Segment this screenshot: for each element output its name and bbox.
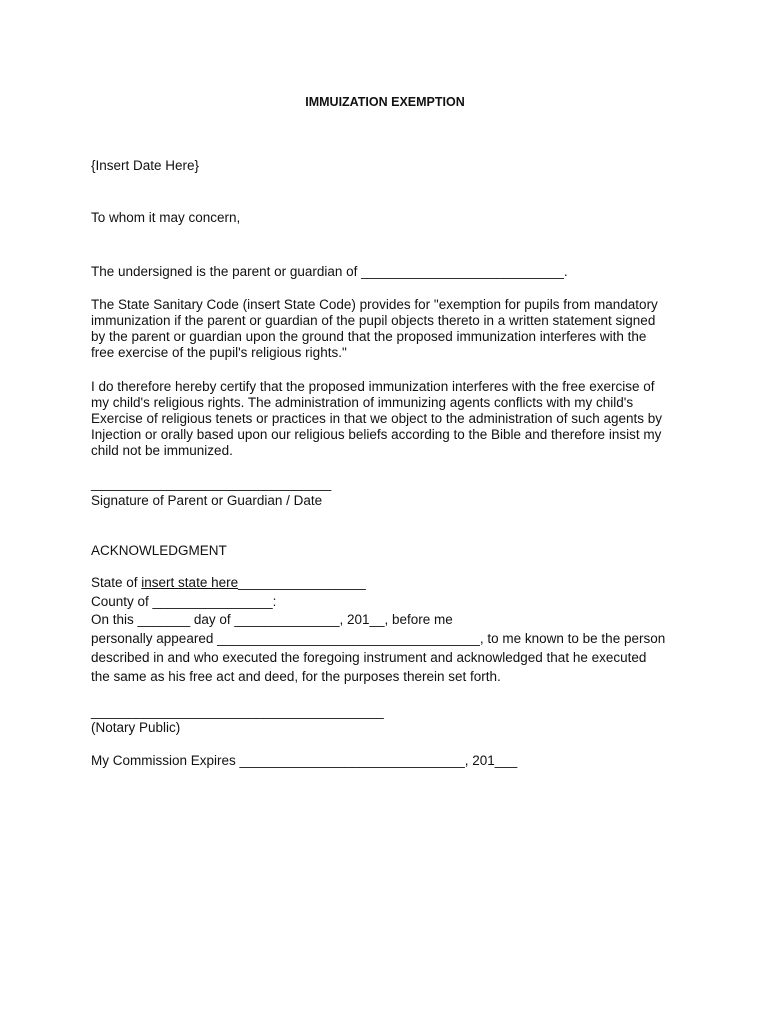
- on-this-line: On this _______ day of ______________, 201__, before me: [91, 612, 453, 627]
- appeared-line: personally appeared ___________________________________, to me known to be the person: [91, 631, 666, 646]
- notary-blank: _______________________________________: [91, 704, 384, 719]
- acknowledgment-heading: ACKNOWLEDGMENT: [91, 543, 227, 558]
- paragraph-line: by the parent or guardian upon the ground that the proposed immunization interferes with the: [91, 329, 647, 344]
- signature-label: Signature of Parent or Guardian / Date: [91, 493, 323, 508]
- state-value: insert state here: [141, 575, 239, 590]
- paragraph-line: child not be immunized.: [91, 443, 233, 458]
- paragraph-line: Injection or orally based upon our religious beliefs according to the Bible and therefore insist my: [91, 427, 662, 442]
- paragraph-line: my child's religious rights. The administration of immunizing agents conflicts with my child's: [91, 395, 634, 410]
- state-prefix: State of: [91, 575, 142, 590]
- date-placeholder: {Insert Date Here}: [91, 158, 200, 173]
- state-line: [91, 575, 366, 591]
- paragraph-line: immunization if the parent or guardian of the pupil objects thereto in a written statement signed: [91, 313, 656, 328]
- paragraph-line: The State Sanitary Code (insert State Code) provides for "exemption for pupils from mandatory: [91, 297, 658, 312]
- signature-blank: ________________________________: [91, 476, 332, 491]
- described-line: described in and who executed the foregoing instrument and acknowledged that he executed: [91, 650, 647, 665]
- county-line: County of ________________:: [91, 594, 277, 609]
- document-title: IMMUIZATION EXEMPTION: [305, 95, 465, 109]
- parent-statement: The undersigned is the parent or guardian of ___________________________.: [91, 264, 568, 279]
- notary-label: (Notary Public): [91, 720, 181, 735]
- commission-line: My Commission Expires ______________________________, 201___: [91, 753, 518, 768]
- state-blank: _________________: [238, 575, 366, 590]
- paragraph-line: free exercise of the pupil's religious rights.": [91, 345, 347, 360]
- paragraph-line: I do therefore hereby certify that the proposed immunization interferes with the free exercise of: [91, 379, 655, 394]
- free-act-line: the same as his free act and deed, for the purposes therein set forth.: [91, 669, 501, 684]
- paragraph-line: Exercise of religious tenets or practices in that we object to the administration of such agents by: [91, 411, 663, 426]
- salutation: To whom it may concern,: [91, 210, 241, 225]
